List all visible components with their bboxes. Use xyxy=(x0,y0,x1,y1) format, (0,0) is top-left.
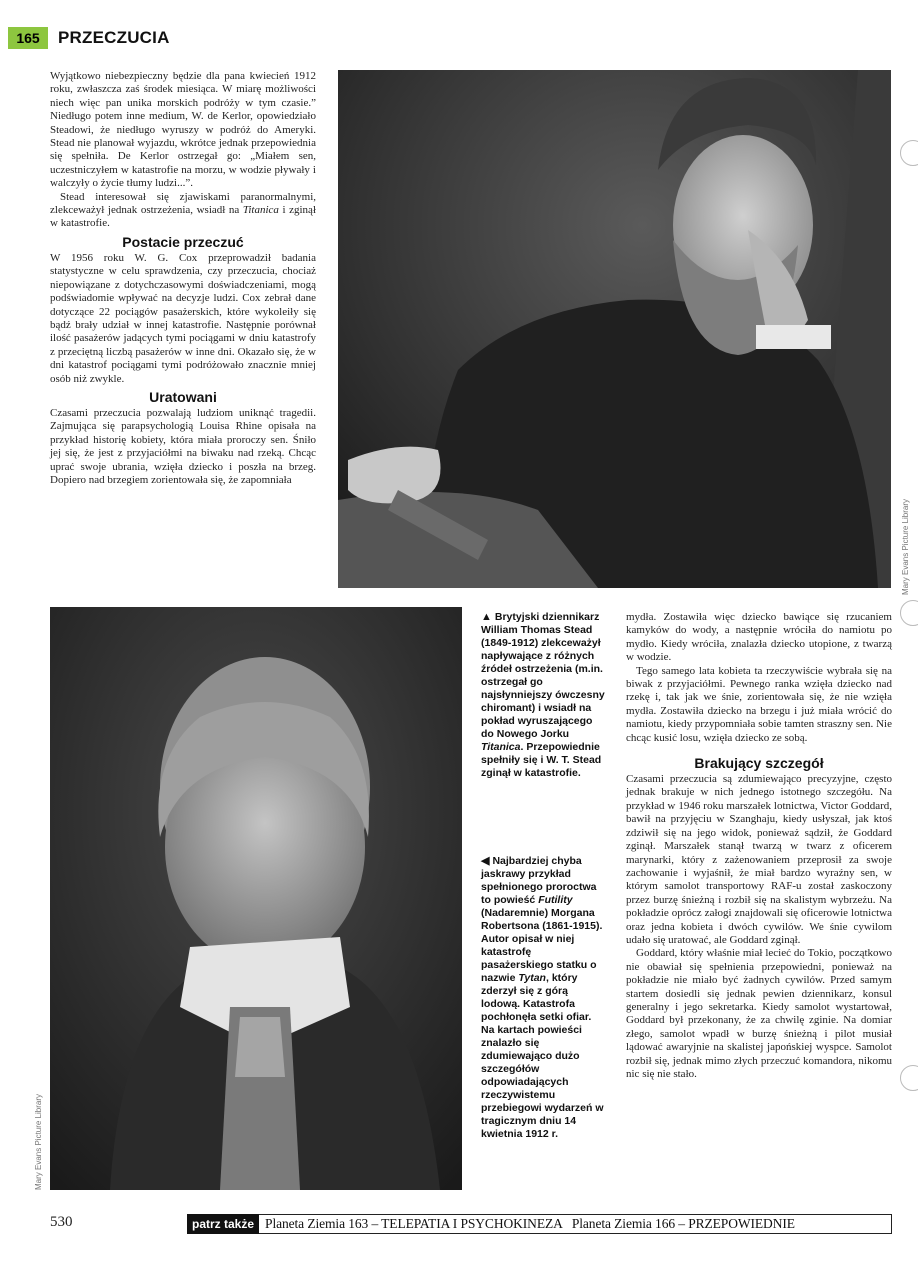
paragraph: Stead interesował się zjawiskami paranormalnymi, zlekceważył jednak ostrzeżenia, wsiadł na Titanica i zginął w katastrofie. xyxy=(50,190,316,230)
binding-hole xyxy=(900,1065,918,1091)
page-number: 530 xyxy=(50,1214,73,1230)
paragraph: Czasami przeczucia pozwalają ludziom uniknąć tragedii. Zajmująca się parapsychologią Louisa Rhine opisała na przykład historię kobiety, która miała proroczy sen. Śniło jej się, że jest z przyjaciółmi na biwaku nad rzeką. Chcąc uprać swoje ubrania, wzięła dziecko i poszła na brzeg. Dopiero nad brzegiem zorientowała się, że zapomniała xyxy=(50,406,316,486)
photo-credit-stead: Mary Evans Picture Library xyxy=(901,498,910,595)
see-also-text: Planeta Ziemia 163 – TELEPATIA I PSYCHOKINEZA Planeta Ziemia 166 – PRZEPOWIEDNIE xyxy=(265,1216,795,1231)
see-also-label: patrz także xyxy=(187,1214,259,1234)
text-column-right xyxy=(626,611,892,1081)
see-also-bar xyxy=(187,1214,892,1234)
triangle-left-icon: ◀ xyxy=(481,855,490,867)
paragraph: W 1956 roku W. G. Cox przeprowadził badania statystyczne w celu sprawdzenia, czy przeczucia, chociaż niepowiązane z dotychczasowymi doświadczeniami, mogą podświadomie wpływać na decyzje ludzi. Cox zebrał dane dotyczące 22 pociągów pasażerskich, które wykoleiły się bądź brały udział w innej katastrofie. Następnie porównał ilość pasażerów jadących tymi pociągami w dniu katastrofy z przeciętną liczbą pasażerów w inne dni. Okazało się, że w dni katastrof pociągami tymi podróżowało znacznie mniej osób niż zwykle. xyxy=(50,251,316,385)
paragraph: mydła. Zostawiła więc dziecko bawiące się rzucaniem kamyków do wody, a następnie wróciła do namiotu po mydło. Kiedy wróciła, znalazła dziecko utopione, z twarzą w wodzie. xyxy=(626,611,892,664)
photo-william-stead xyxy=(338,70,891,588)
page-number-badge: 165 xyxy=(8,27,48,49)
binding-hole xyxy=(900,600,918,626)
paragraph: Goddard, który właśnie miał lecieć do Tokio, początkowo nie obawiał się spełnienia przepowiedni, ponieważ na pokładzie nie miało być żadnych cywilów. Przed samym startem dosiedli się jednak pewien dziennikarz, konsul generalny i jego sekretarka. Kiedy samolot wystartował, Goddard był przekonany, że za chwilę zginie. Na domiar złego, samolot wpadł w burzę śnieżną i pilot musiał lądować awaryjnie na skalistej japońskiej wyspce. Samolot rozbił się, jednak mimo złych przeczuć komandora, nikomu nic się nie stało. xyxy=(626,947,892,1080)
triangle-up-icon: ▲ xyxy=(481,611,492,623)
caption-robertson: ◀ Najbardziej chyba jaskrawy przykład spełnionego proroctwa to powieść Futility (Nadaremnie) Morgana Robertsona (1861-1915). Autor opisał w niej katastrofę pasażerskiego statku o nazwie Tytan, który zderzył się z górą lodową. Katastrofa pochłonęła setki ofiar. Na kartach powieści znalazło się zdumiewająco dużo szczegółów odpowiadających rzeczywistemu przebiegowi wydarzeń w tragicznym dniu 14 kwietnia 1912 r. xyxy=(481,855,604,1140)
binding-hole xyxy=(900,140,918,166)
photo-morgan-robertson xyxy=(50,607,462,1190)
paragraph: Wyjątkowo niebezpieczny będzie dla pana kwiecień 1912 roku, zwłaszcza zaś środek miesiąca. W miarę możliwości niech więc pan unika morskich podróży w tym czasie.” Niedługo potem inne medium, W. de Kerlor, opowiedziało Steadowi, że niedługo wyruszy w podróż do Ameryki. Stead nie planował wyjazdu, wkrótce jednak przepowiednia się spełniła. De Kerlor ostrzegał go: „Miałem sen, uczestniczyłem w katastrofie na morzu, w wodzie pływały i walczyły o życie tłumy ludzi...”. xyxy=(50,70,316,190)
photo-credit-robertson: Mary Evans Picture Library xyxy=(34,1093,43,1190)
paragraph: Czasami przeczucia są zdumiewająco precyzyjne, często jednak brakuje w nich jednego istotnego szczegółu. Na przykład w 1946 roku marszałek lotnictwa, Victor Goddard, bawił na przyjęciu w Szanghaju, kiedy usłyszał, jak ktoś zdziwił się na jego widok, ponieważ sądził, że Goddard zginął. Marszałek stanął twarzą w twarz z oficerem marynarki, który z zażenowaniem przeprosił za swoje zachowanie i wyjaśnił, że miał bardzo wyraźny sen, w którym samolot transportowy RAF-u został zaskoczony przez burzę śnieżną i rozbił się na skalistym wybrzeżu. Na pokładzie oprócz załogi znajdowali się oficerowie lotnictwa oraz jedna kobieta i dwóch cywilów. We śnie cywilom udało się uratować, ale Goddard zginął. xyxy=(626,773,892,946)
text-column-top-left xyxy=(50,70,316,487)
subheading-uratowani: Uratowani xyxy=(149,388,217,405)
subheading-brakujacy: Brakujący szczegół xyxy=(694,755,824,772)
paragraph: Tego samego lata kobieta ta rzeczywiście wybrała się na biwak z przyjaciółmi. Pewnego ranka wzięła dziecko nad rzekę i, tak jak we śnie, zorientowała się, że nie wzięła mydła. Zostawiła dziecko na brzegu i już miała wrócić do namiotu, kiedy przypomniała sobie tamten straszny sen. Nie chcąc kusić losu, wzięła dziecko ze sobą. xyxy=(626,664,892,744)
section-title: PRZECZUCIA xyxy=(58,28,170,47)
subheading-postacie: Postacie przeczuć xyxy=(122,233,244,250)
caption-stead: ▲ Brytyjski dziennikarz William Thomas Stead (1849-1912) zlekceważył napływające z różnych źródeł ostrzeżenia (m.in. ostrzegał go najsłynniejszy ówczesny chiromant) i wsiadł na pokład wyruszającego do Nowego Jorku Titanica. Przepowiednie spełniły się i W. T. Stead zginął w katastrofie. xyxy=(481,611,605,779)
